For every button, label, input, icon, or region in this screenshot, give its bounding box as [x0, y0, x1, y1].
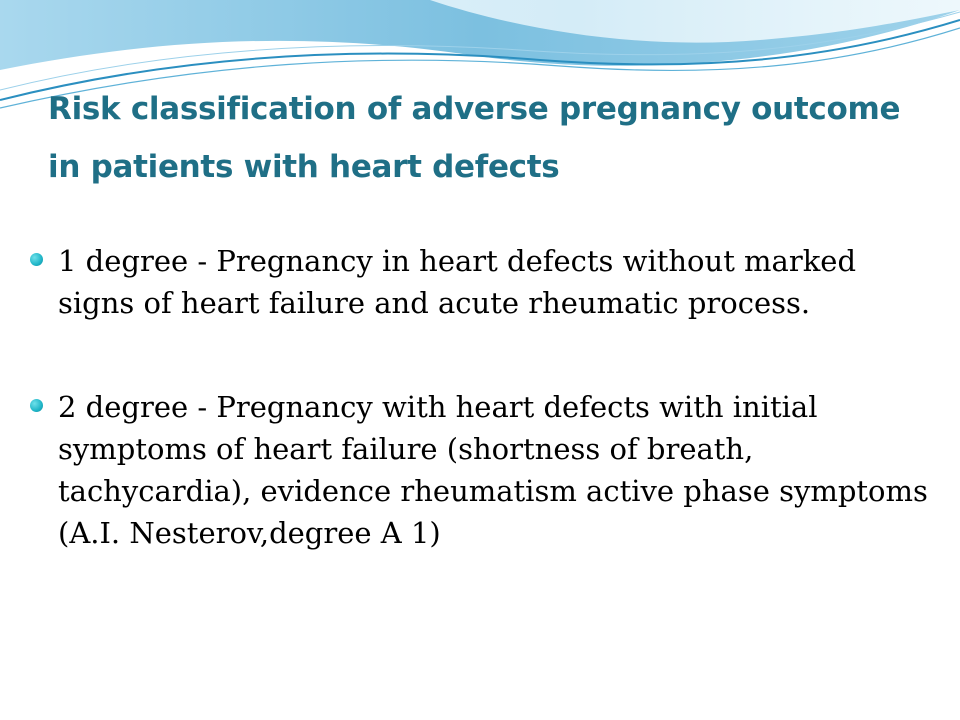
- slide-title: Risk classification of adverse pregnancy outcome in patients with heart defects: [48, 91, 901, 185]
- bullet-dot-icon: [30, 253, 43, 266]
- bullet-item: [30, 386, 930, 554]
- bullet-item: [30, 240, 930, 324]
- bullet-list: [30, 240, 930, 554]
- bullet-text: 2 degree - Pregnancy with heart defects with initial symptoms of heart failure (shortness of breath, tachycardia), evidence rheumatism active phase symptoms (A.I. Nesterov,degree A 1): [58, 390, 928, 550]
- bullet-dot-icon: [30, 399, 43, 412]
- bullet-text: 1 degree - Pregnancy in heart defects without marked signs of heart failure and acute rheumatic process.: [58, 244, 857, 320]
